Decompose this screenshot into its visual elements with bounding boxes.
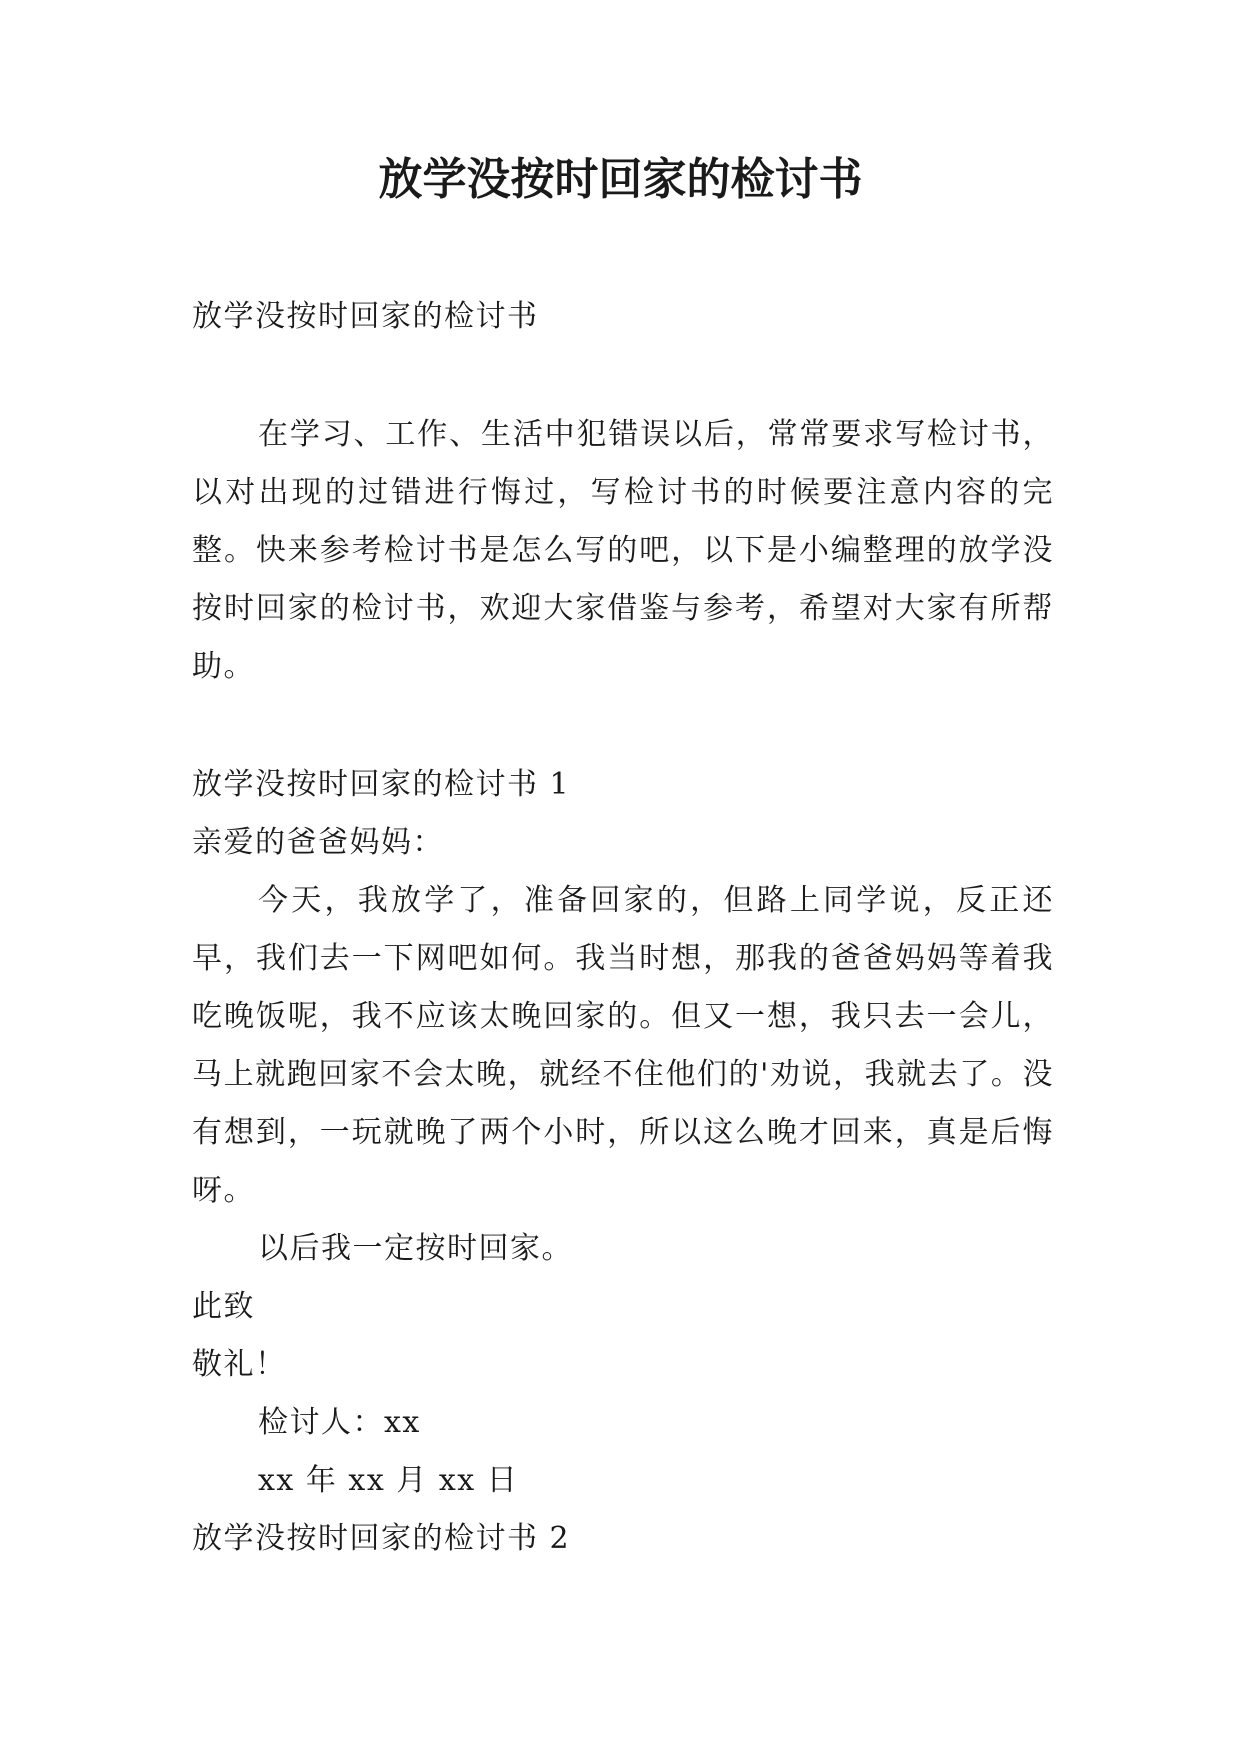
letter-body-paragraph: 今天，我放学了，准备回家的，但路上同学说，反正还早，我们去一下网吧如何。我当时想，那我的爸爸妈妈等着我吃晚饭呢，我不应该太晚回家的。但又一想，我只去一会儿，马上就跑回家不会太晚，就经不住他们的'劝说，我就去了。没有想到，一玩就晚了两个小时，所以这么晚才回来，真是后悔呀。 — [192, 883, 1054, 1208]
section-2-heading: 放学没按时回家的检讨书 2 — [192, 1521, 571, 1556]
closing-line-2: 敬礼！ — [192, 1347, 287, 1382]
section-1-heading: 放学没按时回家的检讨书 1 — [192, 767, 571, 802]
document-subtitle: 放学没按时回家的检讨书 — [192, 299, 539, 334]
document-body — [192, 288, 1054, 1568]
intro-paragraph: 在学习、工作、生活中犯错误以后，常常要求写检讨书，以对出现的过错进行悔过，写检讨书的时候要注意内容的完整。快来参考检讨书是怎么写的吧，以下是小编整理的放学没按时回家的检讨书，欢迎大家借鉴与参考，希望对大家有所帮助。 — [192, 417, 1054, 684]
salutation: 亲爱的爸爸妈妈： — [192, 825, 444, 860]
signature-line: 检讨人：xx — [258, 1405, 421, 1440]
closing-line-1: 此致 — [192, 1289, 255, 1324]
date-line: xx 年 xx 月 xx 日 — [258, 1463, 519, 1498]
resolution-paragraph: 以后我一定按时回家。 — [258, 1231, 573, 1266]
document-title: 放学没按时回家的检讨书 — [378, 154, 863, 205]
